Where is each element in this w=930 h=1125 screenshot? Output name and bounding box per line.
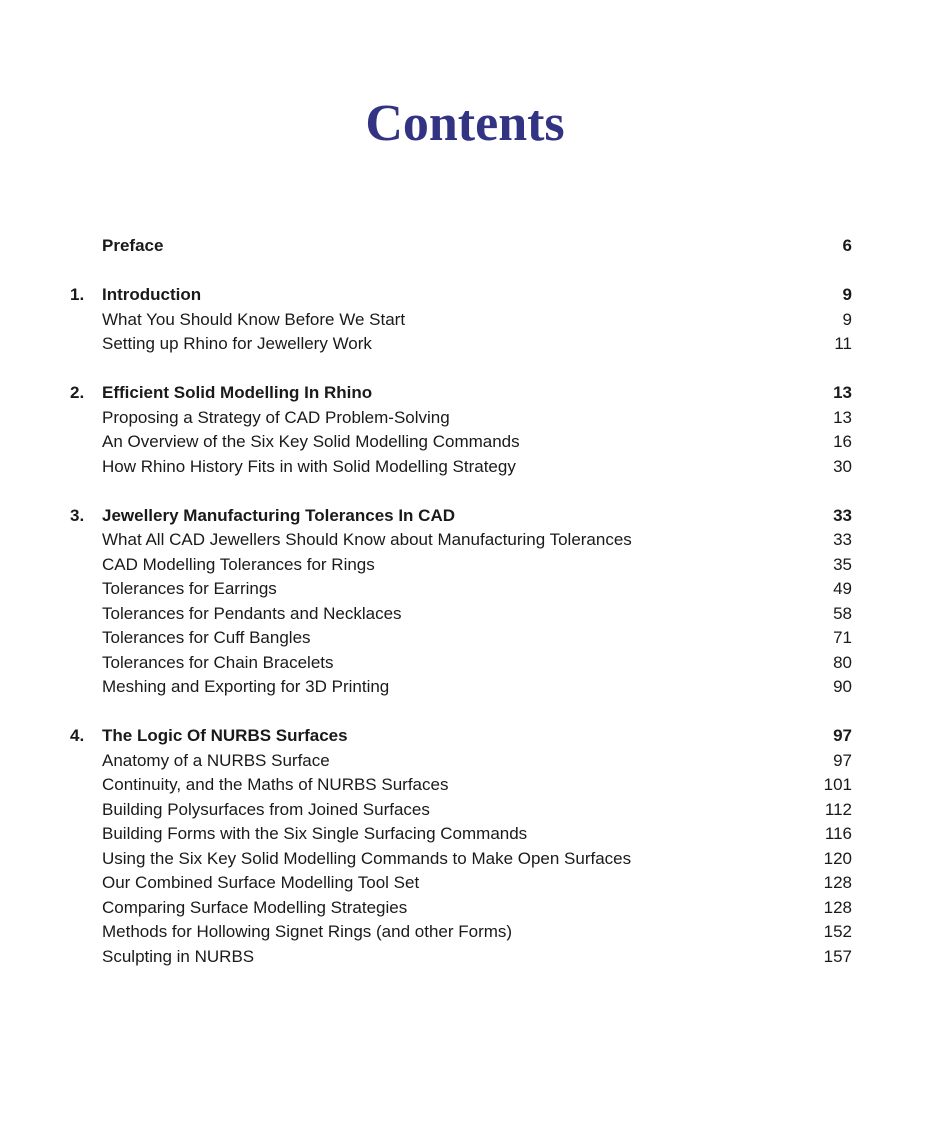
entry-page: 90 xyxy=(833,677,852,696)
entry-label: Sculpting in NURBS xyxy=(102,946,255,966)
page-title: Contents xyxy=(365,95,565,152)
entry-label: Tolerances for Chain Bracelets xyxy=(102,652,334,672)
toc-entry xyxy=(70,406,852,431)
entry-label: Building Polysurfaces from Joined Surfaces xyxy=(102,799,430,819)
toc-chapter-2 xyxy=(70,381,852,406)
toc-entry xyxy=(70,847,852,872)
toc-entry xyxy=(70,332,852,357)
entry-page: 13 xyxy=(833,407,852,427)
entry-label: Methods for Hollowing Signet Rings (and other Forms) xyxy=(102,922,513,941)
chapter-number: 4. xyxy=(70,726,85,745)
toc-preface-page: 6 xyxy=(842,236,852,255)
table-of-contents xyxy=(70,234,852,969)
toc-entry xyxy=(70,602,852,627)
toc-chapter-4 xyxy=(70,724,852,749)
toc-entry xyxy=(70,675,852,700)
entry-page: 97 xyxy=(833,750,852,770)
entry-page: 116 xyxy=(824,824,852,843)
chapter-title: Efficient Solid Modelling In Rhino xyxy=(102,383,373,402)
entry-label: Anatomy of a NURBS Surface xyxy=(102,750,330,770)
chapter-page: 97 xyxy=(833,726,852,745)
entry-page: 112 xyxy=(824,799,852,819)
entry-label: Using the Six Key Solid Modelling Commands to Make Open Surfaces xyxy=(102,848,632,868)
toc-entry xyxy=(70,920,852,945)
toc-preface-label: Preface xyxy=(102,236,164,255)
toc-entry xyxy=(70,749,852,774)
toc-spacer xyxy=(70,479,852,504)
entry-label: Tolerances for Earrings xyxy=(102,579,277,598)
toc-entry xyxy=(70,896,852,921)
chapter-title: The Logic Of NURBS Surfaces xyxy=(102,726,348,745)
entry-page: 71 xyxy=(833,628,852,647)
chapter-number: 2. xyxy=(70,383,85,402)
entry-label: Tolerances for Cuff Bangles xyxy=(102,628,311,647)
toc-entry xyxy=(70,455,852,480)
entry-page: 101 xyxy=(823,775,852,794)
entry-label: Our Combined Surface Modelling Tool Set xyxy=(102,873,420,892)
entry-page: 157 xyxy=(823,946,852,966)
toc-entry xyxy=(70,773,852,798)
chapter-page: 13 xyxy=(833,383,852,402)
toc-entry xyxy=(70,822,852,847)
toc-entry xyxy=(70,945,852,970)
toc-chapter-1 xyxy=(70,283,852,308)
toc-preface xyxy=(70,234,852,259)
entry-page: 35 xyxy=(833,554,852,574)
entry-page: 80 xyxy=(833,652,852,672)
toc-entry xyxy=(70,528,852,553)
toc-entry xyxy=(70,798,852,823)
chapter-title: Introduction xyxy=(102,285,202,304)
entry-label: CAD Modelling Tolerances for Rings xyxy=(102,554,375,574)
entry-label: Setting up Rhino for Jewellery Work xyxy=(102,334,372,353)
toc-spacer xyxy=(70,357,852,382)
entry-page: 33 xyxy=(833,530,852,549)
toc-entry xyxy=(70,308,852,333)
toc-entry xyxy=(70,430,852,455)
chapter-page: 9 xyxy=(842,285,852,304)
entry-page: 152 xyxy=(823,922,852,941)
toc-entry xyxy=(70,553,852,578)
entry-label: Building Forms with the Six Single Surfacing Commands xyxy=(102,824,528,843)
toc-entry xyxy=(70,626,852,651)
chapter-title: Jewellery Manufacturing Tolerances In CAD xyxy=(102,505,455,525)
entry-label: What You Should Know Before We Start xyxy=(102,309,406,329)
entry-label: What All CAD Jewellers Should Know about Manufacturing Tolerances xyxy=(102,530,632,549)
entry-label: How Rhino History Fits in with Solid Modelling Strategy xyxy=(102,456,516,476)
entry-page: 128 xyxy=(823,873,852,892)
entry-page: 58 xyxy=(833,603,852,623)
entry-page: 120 xyxy=(823,848,852,868)
toc-spacer xyxy=(70,700,852,725)
entry-page: 11 xyxy=(834,334,852,353)
entry-page: 49 xyxy=(833,579,852,598)
entry-label: Comparing Surface Modelling Strategies xyxy=(102,897,408,917)
entry-page: 128 xyxy=(823,897,852,917)
chapter-page: 33 xyxy=(833,505,852,525)
entry-page: 30 xyxy=(833,456,852,476)
chapter-number: 1. xyxy=(70,285,85,304)
toc-entry xyxy=(70,651,852,676)
entry-page: 9 xyxy=(842,309,852,329)
toc-chapter-3 xyxy=(70,504,852,529)
toc-spacer xyxy=(70,259,852,284)
toc-entry xyxy=(70,577,852,602)
entry-page: 16 xyxy=(833,432,852,451)
entry-label: Meshing and Exporting for 3D Printing xyxy=(102,677,390,696)
entry-label: An Overview of the Six Key Solid Modelling Commands xyxy=(102,432,520,451)
entry-label: Continuity, and the Maths of NURBS Surfaces xyxy=(102,775,449,794)
entry-label: Proposing a Strategy of CAD Problem-Solving xyxy=(102,407,450,427)
chapter-number: 3. xyxy=(70,505,85,525)
entry-label: Tolerances for Pendants and Necklaces xyxy=(102,603,402,623)
toc-entry xyxy=(70,871,852,896)
